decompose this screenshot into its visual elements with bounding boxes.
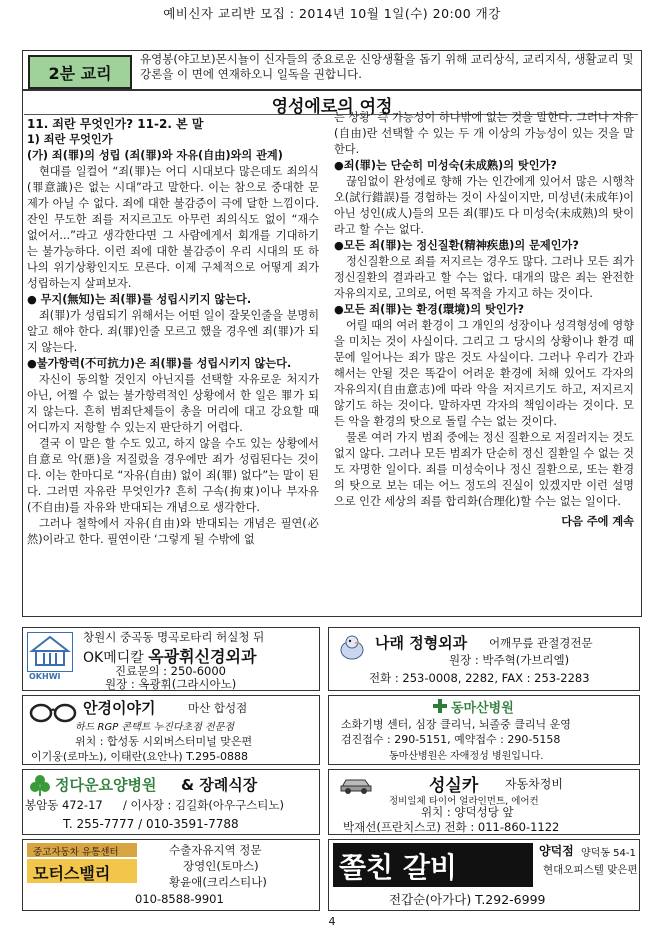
ad-seongsil: [328, 769, 640, 835]
jeongdaun-phone: T. 255-7777 / 010-3591-7788: [63, 817, 239, 831]
paragraph: 물론 여러 가지 범죄 중에는 정신 질환으로 저질러지는 것도 없지 않다. 그러나 모든 범죄가 단순히 정신 질환일 수 없는 것도 자명한 일이다. 죄를 미성숙이나 정신 질환으로, 또는 환경의 탓으로 보는 데는 어느 정도의 진실이 있겠지만 이런 설명으로 인간 세상의 죄를 합리화(合理化)할 수는 없는 일이다.: [334, 431, 634, 508]
okhwi-director: 원장 : 옥광휘(그라시아노): [105, 677, 237, 691]
seongsil-type: 자동차정비: [505, 777, 563, 791]
right-body: [334, 110, 634, 510]
ad-galbi: [328, 839, 640, 911]
article-subtitle: 11. 죄란 무엇인가? 11-2. 본 말: [27, 117, 204, 131]
page-number: 4: [328, 915, 336, 928]
jeongdaun-address: 봉암동 472-17: [25, 798, 103, 812]
building-icon: [27, 632, 73, 672]
jeongdaun-name: 정다운요양병원: [55, 776, 157, 794]
motors-person2: 황윤애(크리스티나): [169, 875, 267, 889]
jeongdaun-director: / 이사장 : 김길화(아우구스티노): [123, 798, 284, 812]
glasses-address: 위치 : 합성동 시외버스터미널 맞은편: [75, 735, 253, 748]
paragraph: 현대를 일컬어 “죄(罪)는 어디 시대보다 많은데도 죄의식(罪意識)은 없는 시대”라고 말한다. 이는 참으로 중대한 문제가 아닐 수 없다. 죄에 대한 불감증이 극에 달한 느낌이다. 잔인 무도한 죄를 저지르고도 아무런 죄의식도 없이 “재수 없어서...”라고 생각한다면 그 사람에게서 회개를 기대하기는 불가능하다. 이런 죄에 대한 불감증이 우리 시대의 또 하나의 위기상황인지도 모른다. 이제 구체적으로 어떻게 죄가 성립하는지 살펴보자.: [27, 165, 319, 290]
teaching-text: 유영봉(야고보)몬시뇰이 신자들의 중요로운 신앙생활을 돕기 위해 교리상식, 교리지식, 생활교리 및 강론을 이 면에 연재하오니 일독을 권합니다.: [140, 52, 634, 81]
galbi-branch: 양덕점: [539, 844, 574, 858]
section-heading: 1) 죄란 무엇인가: [27, 133, 113, 146]
continued-note: 다음 주에 계속: [561, 515, 634, 528]
ad-narae: [328, 627, 640, 691]
narae-director: 원장 : 박주혁(가브리엘): [449, 653, 570, 667]
glasses-icon: [29, 699, 77, 727]
ad-motors: [22, 839, 320, 911]
paragraph: 죄(罪)가 성립되기 위해서는 어떤 일이 잘못인줄을 분명히 알고 해야 한다. 죄(罪)인줄 모르고 했을 경우엔 죄(罪)가 되지 않는다.: [27, 309, 319, 354]
cross-icon: [433, 698, 447, 717]
ad-okhwi: [22, 627, 320, 691]
seongsil-services: 정비일체 타이어 얼라인먼트, 에어컨: [389, 796, 539, 807]
dongmasan-services: 소화기병 센터, 심장 클리닉, 뇌졸중 클리닉 운영: [341, 718, 571, 731]
paragraph: 끊임없이 완성에로 향해 가는 인간에게 있어서 많은 시행착오(試行錯誤)를 경험하는 것이 사실이지만, 미성년(未成年)이 아닌 성인(成人)들의 모든 죄(罪)도 다 미성숙(未成熟)의 탓이라고 할 수는 없다.: [334, 175, 634, 236]
paragraph: 정신질환으로 죄를 저지르는 경우도 많다. 그러나 모든 죄가 정신질환의 결과라고 할 수는 없다. 대개의 많은 죄는 완전한 자유의지로, 고의로, 어떤 목적을 가지고 하는 것이다.: [334, 255, 634, 300]
seongsil-contact: 박재선(프란치스코) 전화 : 011-860-1122: [343, 820, 560, 834]
motors-badge: 중고자동차 유통센터: [33, 847, 119, 858]
narae-phone: 전화 : 253-0008, 2282, FAX : 253-2283: [369, 671, 590, 685]
dongmasan-phones: 검진접수 : 290-5151, 예약접수 : 290-5158: [341, 733, 561, 746]
galbi-location: 현대오피스텔 맞은편: [543, 864, 638, 876]
paragraph: 결국 이 말은 할 수도 있고, 하지 않을 수도 있는 상황에서 自意로 악(惡)을 저질렀을 경우에만 죄가 성립된다는 것이다. 이는 한마디로 “자유(自由) 없이 죄(罪) 없다”는 말이 된다. 그러면 자유란 무엇인가? 흔히 구속(拘束)이나 부자유(不自由)를 자유와 반대되는 개념으로 생각한다.: [27, 437, 319, 514]
section-heading: ●죄(罪)는 단순히 미성숙(未成熟)의 탓인가?: [334, 159, 557, 172]
section-heading: ● 무지(無知)는 죄(罪)를 성립시키지 않는다.: [27, 293, 252, 306]
teaching-label: 2분 교리: [28, 55, 132, 89]
galbi-branch-addr: 양덕동 54-1: [581, 848, 636, 859]
section-heading: ●모든 죄(罪)는 정신질환(精神疾患)의 문제인가?: [334, 239, 579, 252]
section-heading: ●모든 죄(罪)는 환경(環境)의 탓인가?: [334, 303, 525, 316]
okhwi-name-prefix: OK메디칼: [83, 650, 144, 666]
glasses-contact: 이기웅(로마노), 이태란(요안나) T.295-0888: [31, 750, 249, 763]
recruit-notice: 예비신자 교리반 모집 : 2014년 10월 1일(수) 20:00 개강: [163, 6, 501, 21]
ad-dongmasan: [328, 695, 640, 765]
glasses-location: 마산 합성점: [188, 701, 248, 715]
article-right-column: [334, 110, 634, 530]
jeongdaun-name2: & 장례식장: [181, 776, 258, 794]
okhwi-phone: 진료문의 : 250-6000: [115, 664, 226, 678]
okhwi-name: 옥광휘신경외과: [148, 647, 257, 666]
dongmasan-slogan: 동마산병원은 자애정성 병원입니다.: [389, 751, 544, 762]
seongsil-location: 위치 : 양덕성당 앞: [421, 805, 514, 819]
left-body: [27, 132, 319, 548]
ad-jeongdaun: [22, 769, 320, 835]
narae-name: 나래 정형외과: [375, 634, 468, 652]
galbi-name: 쫄친 갈비: [339, 851, 457, 884]
paragraph: 그러나 철학에서 자유(自由)와 반대되는 개념은 필연(必然)이라고 한다. 필연이란 ‘그렇게 될 수밖에 없: [27, 517, 319, 546]
paragraph: 는 상황’ 즉 가능성이 하나밖에 없는 것을 말한다. 그러나 자유(自由)란 선택할 수 있는 두 개 이상의 가능성이 있는 것을 말한다.: [334, 111, 634, 156]
bird-icon: [337, 634, 367, 666]
seongsil-name: 성실카: [429, 776, 479, 796]
galbi-contact: 전갑순(아가다) T.292-6999: [389, 892, 546, 907]
paragraph: 어릴 때의 여러 환경이 그 개인의 성장이나 성격형성에 영향을 미치는 것이 사실이다. 그리고 그 당시의 상황이나 환경 때문에 일어나는 죄가 많은 것도 사실이다. 그러나 우리가 간과해서는 안될 것은 똑같이 어려운 환경에 처해 있어도 각자의 자유의지(自由意志)에 따라 악을 저지르기도 하고, 저지르지 않기도 하는 것이다. 말하자면 각자의 책임이라는 것이다. 모든 악을 환경의 탓으로 돌릴 수는 없는 것이다.: [334, 319, 634, 428]
narae-spec: 어깨무릎 관절경전문: [489, 636, 593, 650]
section-heading: (가) 죄(罪)의 성립 (죄(罪)와 자유(自由)와의 관계): [27, 149, 283, 162]
car-icon: [339, 774, 373, 798]
motors-phone: 010-8588-9901: [135, 892, 224, 906]
glasses-name: 안경이야기: [83, 699, 156, 717]
article-left-column: [27, 116, 319, 548]
okhwi-logo-text: OKHWI: [29, 672, 61, 681]
section-heading: ●불가항력(不可抗力)은 죄(罪)를 성립시키지 않는다.: [27, 357, 292, 370]
glasses-product: 하드 RGP 콘택트 누진다초점 전문점: [75, 722, 235, 733]
motors-person1: 장영인(토마스): [183, 859, 259, 873]
ad-glasses: [22, 695, 320, 765]
dongmasan-name: 동마산병원: [451, 701, 514, 716]
article-title: 영성에로의 여정: [271, 97, 393, 117]
motors-name: 모터스밸리: [33, 864, 111, 883]
okhwi-address: 창원시 중곡동 명곡로타리 허실청 뒤: [83, 630, 265, 644]
motors-spec: 수출자유지역 정문: [169, 843, 262, 857]
paragraph: 자신이 동의할 것인지 아닌지를 선택할 자유로운 처지가 아닌, 어쩔 수 없는 불가항력적인 상황에서 한 일은 罪가 되지 않는다. 흔히 범죄단체들이 총을 머리에 대고 강요할 때 어디까지 저항할 수 있는지 판단하기 어렵다.: [27, 373, 319, 434]
